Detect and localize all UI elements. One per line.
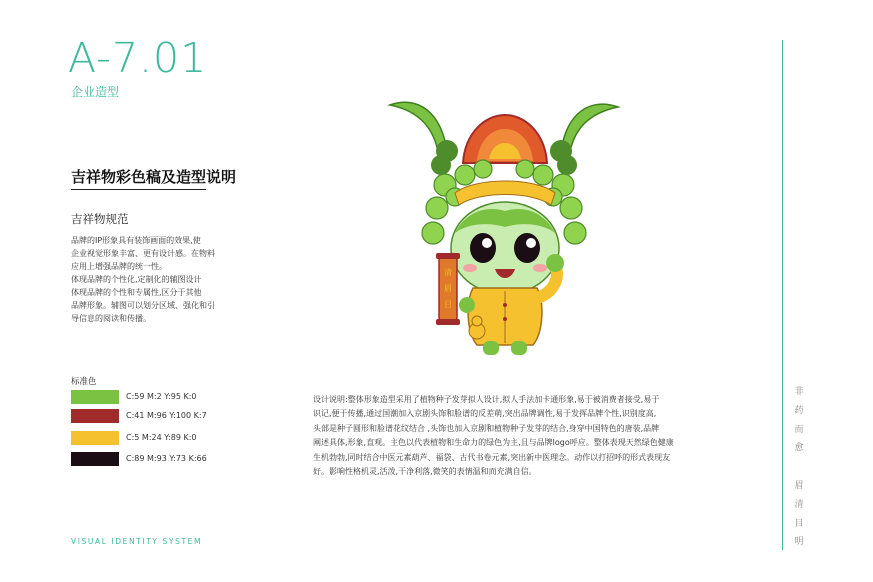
vertical-char: 药	[794, 405, 804, 416]
vertical-char: 而	[794, 424, 804, 435]
design-description	[313, 393, 723, 479]
right-divider	[782, 40, 783, 550]
vertical-char: 目	[794, 518, 804, 529]
description-line: 好。影响性格机灵,活泼,干净利落,微笑的表情温和而充满自信。	[313, 467, 537, 477]
footer-label: VISUAL IDENTITY SYSTEM	[71, 537, 203, 546]
subheading: 吉祥物规范	[71, 212, 129, 226]
section-name: 企业造型	[71, 85, 120, 99]
standard-colors-label: 标准色	[71, 377, 97, 387]
color-swatch	[71, 431, 119, 445]
vertical-char: 清	[794, 499, 804, 510]
description-line: 阐述具体,形象,直观。主色以代表植物和生命力的绿色为主,且与品牌logo呼应。整体表现天然绿色健康	[313, 438, 674, 448]
description-line: 设计说明:整体形象造型采用了植物种子发芽拟人设计,拟人手法加卡通形象,易于被消费者接受,易于	[313, 395, 660, 404]
description-line: 头部是种子圆形和脸谱花纹结合 ,头饰也加入京剧和植物种子发芽的结合,身穿中国特色的唐装,品牌	[313, 423, 660, 433]
vertical-char: 明	[794, 537, 804, 548]
intro-line: 导信息的阅读和传播。	[71, 314, 151, 323]
intro-line: 体现品牌的个性化,定制化的辅图设计	[71, 275, 202, 284]
vertical-char: 愈	[794, 443, 804, 454]
heading-underline	[71, 189, 206, 190]
intro-line: 品牌的IP形象具有装饰画面的效果,使	[71, 236, 201, 245]
intro-line: 应用上增强品牌的统一性。	[71, 262, 167, 271]
scroll-char: 清	[444, 268, 452, 277]
description-line: 生机勃勃,同时结合中医元素葫芦、福袋、古代书卷元素,突出新中医理念。动作以打招呼的形式表现友	[313, 452, 671, 462]
color-swatch	[71, 409, 119, 423]
vertical-char: 非	[794, 387, 804, 397]
vertical-char: 眉	[794, 480, 804, 491]
description-line: 识记,便于传播,通过国潮加入京剧头饰和脸谱的反差萌,突出品牌调性,易于发挥品牌个性,识别度高,	[313, 409, 657, 419]
page-heading: 吉祥物彩色稿及造型说明	[71, 168, 237, 186]
vertical-char	[792, 458, 806, 477]
scroll-char: 眉	[444, 284, 452, 293]
mascot-illustration	[385, 93, 625, 358]
color-swatch	[71, 390, 119, 404]
vertical-slogan	[792, 383, 806, 552]
scroll-char: 目	[444, 300, 452, 309]
color-cmyk: C:89 M:93 Y:73 K:66	[126, 454, 207, 463]
intro-line: 体现品牌的个性和专属性,区分于其他	[71, 288, 202, 297]
color-cmyk: C:41 M:96 Y:100 K:7	[126, 411, 207, 420]
page-code: A-7.01	[68, 34, 208, 82]
color-swatch	[71, 452, 119, 466]
intro-line: 企业视觉形象丰富、更有设计感。在物料	[71, 249, 215, 258]
intro-paragraph	[71, 234, 216, 325]
color-cmyk: C:59 M:2 Y:95 K:0	[126, 392, 197, 401]
intro-line: 品牌形象。辅图可以划分区域、强化和引	[71, 301, 215, 310]
color-cmyk: C:5 M:24 Y:89 K:0	[126, 433, 197, 442]
